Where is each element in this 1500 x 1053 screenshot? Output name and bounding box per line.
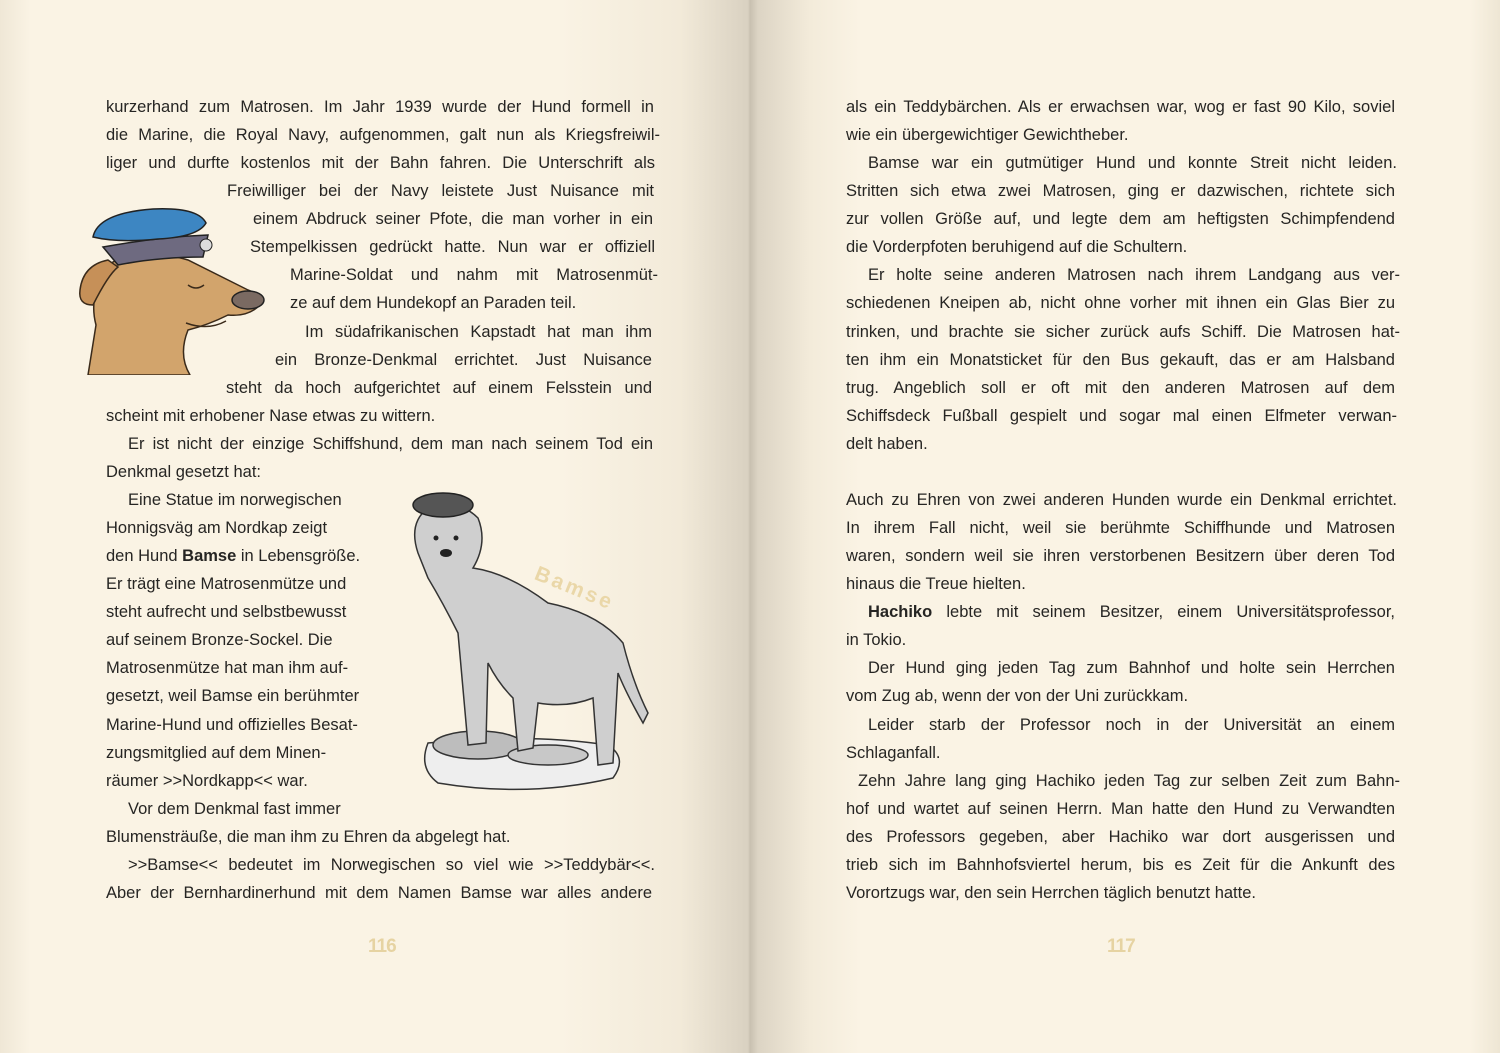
text-line xyxy=(106,546,360,566)
text-line: Er ist nicht der einzige Schiffshund, dem man nach seinem Tod ein xyxy=(128,434,653,453)
bold-name: Hachiko xyxy=(868,603,933,622)
text-line: wie ein übergewichtiger Gewichtheber. xyxy=(846,126,1129,145)
text-line: steht aufrecht und selbstbewusst xyxy=(106,603,347,622)
text-line: Leider starb der Professor noch in der Universität an einem xyxy=(868,715,1395,734)
text-line: trieb sich im Bahnhofsviertel herum, bis es Zeit für die Ankunft des xyxy=(846,855,1395,874)
text-line: scheint mit erhobener Nase etwas zu wittern. xyxy=(106,406,436,425)
text-line: Schlaganfall. xyxy=(846,743,941,762)
text-line: kurzerhand zum Matrosen. Im Jahr 1939 wurde der Hund formell in xyxy=(106,98,654,116)
text-line: In ihrem Fall nicht, weil sie berühmte Schiffhunde und Matrosen xyxy=(846,519,1395,538)
text-line: ze auf dem Hundekopf an Paraden teil. xyxy=(290,294,577,313)
text-line: einem Abdruck seiner Pfote, die man vorher in ein xyxy=(253,210,653,229)
bamse-illustration-label: Bamse xyxy=(531,562,618,615)
text-line: zur vollen Größe auf, und legte dem am heftigsten Schimpfendend xyxy=(846,210,1395,229)
text-line: ein Bronze-Denkmal errichtet. Just Nuisance xyxy=(275,350,652,369)
text-line: gesetzt, weil Bamse ein berühmter xyxy=(106,687,360,706)
text-span: in Lebensgröße. xyxy=(236,547,361,566)
text-line: Schiffsdeck Fußball gespielt und sogar mal einen Elfmeter verwan- xyxy=(846,406,1397,425)
text-line: liger und durfte kostenlos mit der Bahn fahren. Die Unterschrift als xyxy=(106,154,655,173)
text-line: Der Hund ging jeden Tag zum Bahnhof und holte sein Herrchen xyxy=(868,659,1395,678)
text-line: Er holte seine anderen Matrosen nach ihrem Landgang aus ver- xyxy=(868,266,1400,285)
text-line: Zehn Jahre lang ging Hachiko jeden Tag zur selben Zeit zum Bahn- xyxy=(858,771,1400,790)
bamse-statue-illustration xyxy=(398,483,658,793)
text-line: Honnigsväg am Nordkap zeigt xyxy=(106,519,328,538)
text-line: Matrosenmütze hat man ihm auf- xyxy=(106,659,349,678)
text-line: trinken, und brachte sie sicher zurück aufs Schiff. Die Matrosen hat- xyxy=(846,322,1400,341)
text-line: hof und wartet auf seinen Herrn. Man hatte den Hund zu Verwandten xyxy=(846,799,1395,818)
page-number: 117 xyxy=(1107,936,1135,957)
bold-name: Bamse xyxy=(182,547,237,566)
text-line: Stempelkissen gedrückt hatte. Nun war er offiziell xyxy=(250,238,655,257)
text-line: als ein Teddybärchen. Als er erwachsen war, wog er fast 90 Kilo, soviel xyxy=(846,98,1395,116)
text-line: ten ihm ein Monatsticket für den Bus gekauft, das er am Halsband xyxy=(846,350,1395,369)
text-line: die Marine, die Royal Navy, aufgenommen, galt nun als Kriegsfreiwil- xyxy=(106,126,660,145)
right-page xyxy=(750,0,1500,1053)
text-span: lebte mit seinem Besitzer, einem Universitätsprofessor, xyxy=(932,603,1395,622)
text-line: Im südafrikanischen Kapstadt hat man ihm xyxy=(305,322,652,341)
page-number: 116 xyxy=(368,936,396,957)
text-line: räumer >>Nordkapp<< war. xyxy=(106,771,308,790)
text-line: auf seinem Bronze-Sockel. Die xyxy=(106,631,333,650)
text-line: Freiwilliger bei der Navy leistete Just Nuisance mit xyxy=(227,182,654,201)
text-line: Denkmal gesetzt hat: xyxy=(106,462,261,481)
text-line xyxy=(868,602,1395,622)
text-line: waren, sondern weil sie ihren verstorbenen Besitzern über deren Tod xyxy=(846,547,1395,566)
text-line: Eine Statue im norwegischen xyxy=(128,490,342,509)
text-line: vom Zug ab, wenn der von der Uni zurückkam. xyxy=(846,687,1189,706)
text-line: Aber der Bernhardinerhund mit dem Namen Bamse war alles andere xyxy=(106,883,652,902)
text-span: den Hund xyxy=(106,547,183,566)
text-line: Blumensträuße, die man ihm zu Ehren da abgelegt hat. xyxy=(106,827,511,846)
text-line: des Professors gegeben, aber Hachiko war dort ausgerissen und xyxy=(846,827,1395,846)
text-line: steht da hoch aufgerichtet auf einem Felsstein und xyxy=(226,378,652,397)
text-line: >>Bamse<< bedeutet im Norwegischen so viel wie >>Teddybär<<. xyxy=(128,855,655,874)
text-line: Vor dem Denkmal fast immer xyxy=(128,799,341,818)
text-line: delt haben. xyxy=(846,434,928,453)
text-line: Auch zu Ehren von zwei anderen Hunden wurde ein Denkmal errichtet. xyxy=(846,490,1397,509)
text-line: Vorortzugs war, den sein Herrchen täglich benutzt hatte. xyxy=(846,883,1256,902)
text-line: Bamse war ein gutmütiger Hund und konnte Streit nicht leiden. xyxy=(868,154,1397,173)
text-line: in Tokio. xyxy=(846,631,907,650)
text-line: die Vorderpfoten beruhigend auf die Schultern. xyxy=(846,238,1188,257)
text-line: Er trägt eine Matrosenmütze und xyxy=(106,575,347,594)
text-line: trug. Angeblich soll er oft mit den anderen Matrosen auf dem xyxy=(846,378,1395,397)
dog-with-sailor-cap-illustration xyxy=(78,205,273,375)
text-line: zungsmitglied auf dem Minen- xyxy=(106,743,327,762)
text-line: Marine-Hund und offizielles Besat- xyxy=(106,715,358,734)
text-line: schiedenen Kneipen ab, nicht ohne vorher mit ihnen ein Glas Bier zu xyxy=(846,294,1395,313)
text-line: hinaus die Treue hielten. xyxy=(846,575,1026,594)
text-line: Stritten sich etwa zwei Matrosen, ging er dazwischen, richtete sich xyxy=(846,182,1395,201)
text-line: Marine-Soldat und nahm mit Matrosenmüt- xyxy=(290,266,658,285)
